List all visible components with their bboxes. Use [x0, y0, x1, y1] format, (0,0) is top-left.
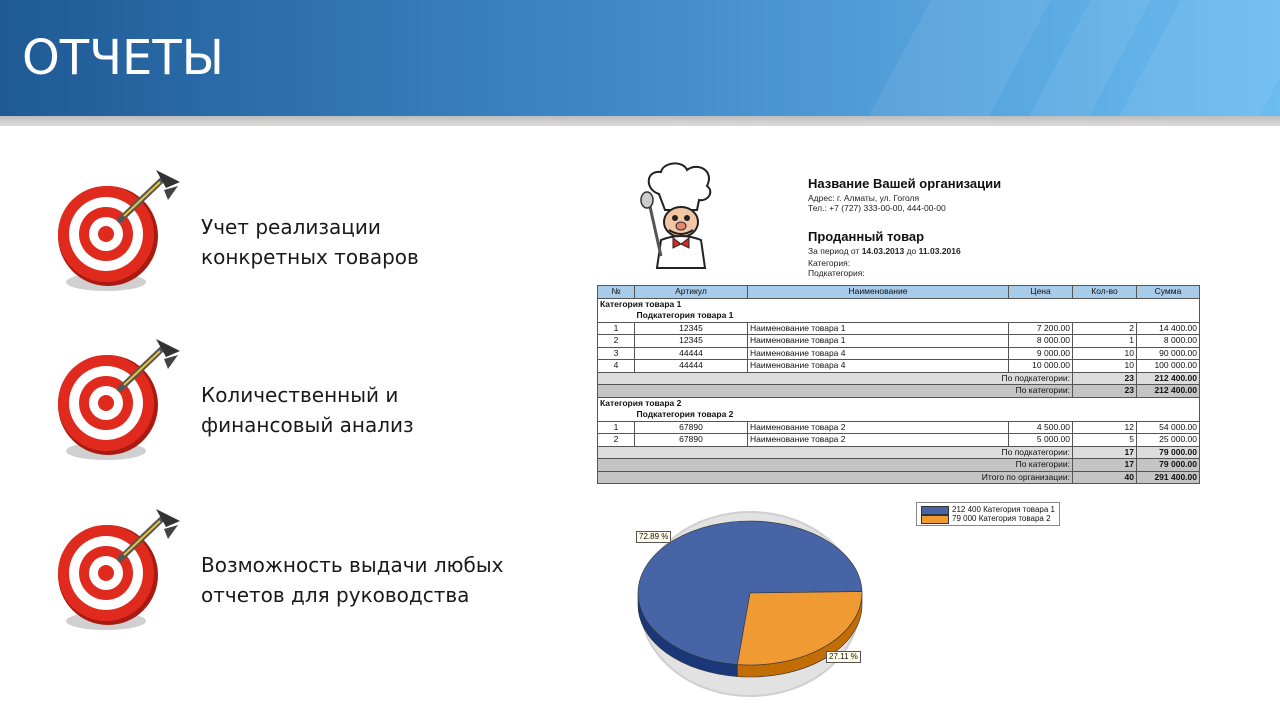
- column-header: Цена: [1009, 286, 1073, 299]
- legend-label: 212 400 Категория товара 1: [952, 505, 1055, 514]
- report-table: [597, 285, 1200, 484]
- subtotal-row: По подкатегории: 23 212 400.00: [598, 372, 1200, 385]
- bullet-item: [52, 164, 612, 304]
- subcategory-row: Подкатегория товара 1: [598, 310, 1200, 322]
- org-phone: Тел.: +7 (727) 333-00-00, 444-00-00: [808, 203, 946, 213]
- table-row: 1 67890 Наименование товара 2 4 500.00 12 54 000.00: [598, 421, 1200, 434]
- report-category-label: Категория:: [808, 258, 851, 268]
- category-row: Категория товара 2: [598, 397, 1200, 409]
- target-dart-icon: [52, 164, 192, 304]
- banner-divider: [0, 116, 1280, 126]
- slice-percent-label: 27.11 %: [826, 651, 861, 663]
- org-name: Название Вашей организации: [808, 176, 1002, 191]
- bullet-item: [52, 333, 612, 473]
- table-row: 3 44444 Наименование товара 4 9 000.00 10 90 000.00: [598, 347, 1200, 360]
- subtotal-row: По подкатегории: 17 79 000.00: [598, 446, 1200, 459]
- chart-legend: [916, 502, 1060, 526]
- category-total-row: По категории: 17 79 000.00: [598, 459, 1200, 472]
- report-period: За период от 14.03.2013 до 11.03.2016: [808, 246, 961, 256]
- column-header: Наименование: [748, 286, 1009, 299]
- table-header-row: [598, 286, 1200, 299]
- category-total-row: По категории: 23 212 400.00: [598, 385, 1200, 398]
- column-header: №: [598, 286, 635, 299]
- target-dart-icon: [52, 333, 192, 473]
- bullet-text: Количественный и финансовый анализ: [201, 383, 414, 437]
- table-row: 4 44444 Наименование товара 4 10 000.00 10 100 000.00: [598, 360, 1200, 373]
- slice-percent-label: 72.89 %: [636, 531, 671, 543]
- report-subcategory-label: Подкатегория:: [808, 268, 865, 278]
- legend-label: 79 000 Категория товара 2: [952, 514, 1051, 523]
- table-row: 1 12345 Наименование товара 1 7 200.00 2 14 400.00: [598, 322, 1200, 335]
- table-row: 2 12345 Наименование товара 1 8 000.00 1 8 000.00: [598, 335, 1200, 348]
- page-title: ОТЧЕТЫ: [22, 30, 225, 86]
- bullet-text: Возможность выдачи любых отчетов для руководства: [201, 553, 504, 607]
- column-header: Кол-во: [1073, 286, 1137, 299]
- bullet-text: Учет реализации конкретных товаров: [201, 215, 419, 269]
- column-header: Артикул: [635, 286, 748, 299]
- pie-chart: [600, 498, 900, 710]
- column-header: Сумма: [1137, 286, 1200, 299]
- category-row: Категория товара 1: [598, 298, 1200, 310]
- bullet-item: [52, 503, 612, 643]
- grand-total-row: Итого по организации: 40 291 400.00: [598, 471, 1200, 484]
- report-title: Проданный товар: [808, 229, 925, 244]
- subcategory-row: Подкатегория товара 2: [598, 409, 1200, 421]
- chef-logo-icon: [631, 160, 727, 270]
- table-row: 2 67890 Наименование товара 2 5 000.00 5 25 000.00: [598, 434, 1200, 447]
- org-address: Адрес: г. Алматы, ул. Гоголя: [808, 193, 920, 203]
- legend-swatch: [921, 515, 949, 524]
- legend-swatch: [921, 506, 949, 515]
- target-dart-icon: [52, 503, 192, 643]
